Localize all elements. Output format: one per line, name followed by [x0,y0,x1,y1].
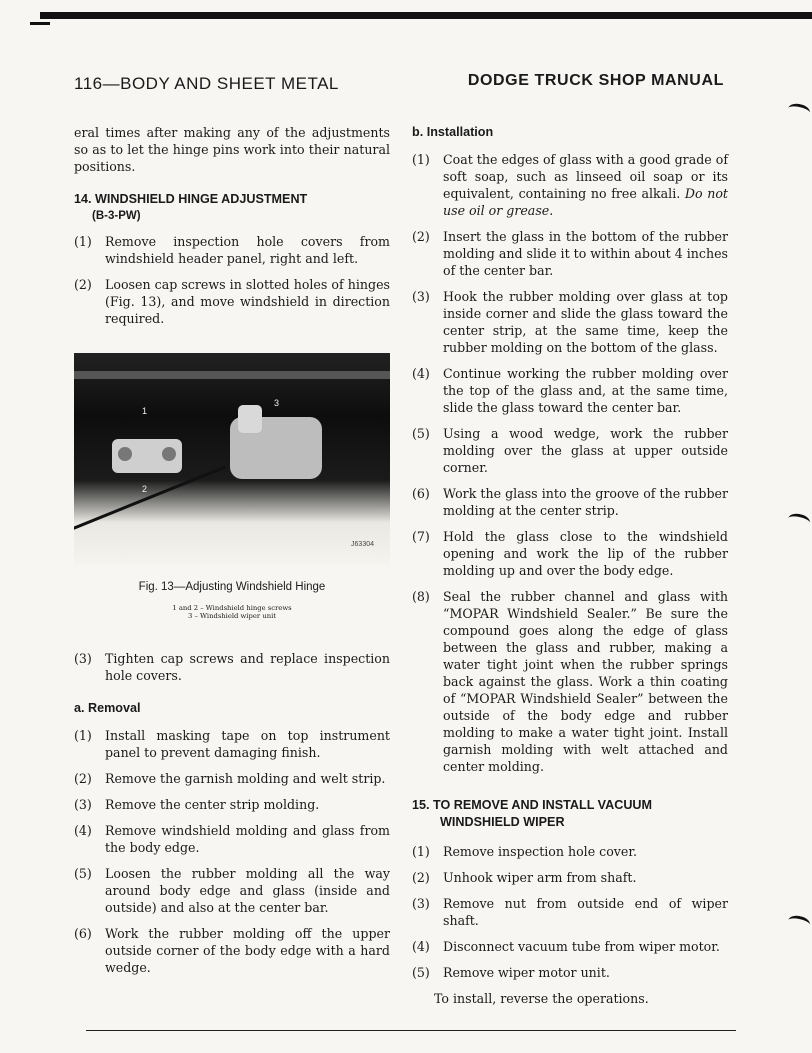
step-text: Loosen the rubber molding all the way around body edge and glass (inside and outside) and also at the center bar. [105,866,390,915]
step-number: (3) [412,896,430,911]
step-text: Seal the rubber channel and glass with “MOPAR Windshield Sealer.” Be sure the compound goes along the edge of glass between the glass and rubber, making a water tight joint when the rubber springs back against the glass. Work a thin coating of “MOPAR Windshield Sealer” between the outside of the body edge and rubber molding to make a water tight joint. Install garnish molding with welt attached and center molding. [443,589,728,774]
installation-title: b. Installation [412,125,494,139]
step-number: (4) [74,823,92,838]
list-item [412,365,728,416]
section-15-title-line1: 15. TO REMOVE AND INSTALL VACUUM [412,798,652,812]
step-text: Work the glass into the groove of the rubber molding at the center strip. [443,486,728,518]
figure-caption: Fig. 13—Adjusting Windshield Hinge [138,581,326,593]
step-text: Remove nut from outside end of wiper shaft. [443,896,728,928]
removal-title: a. Removal [74,701,141,715]
section-15-title-line2: WINDSHIELD WIPER [440,815,565,829]
closing-note: To install, reverse the operations. [434,991,649,1006]
list-item [412,228,728,279]
list-item [74,650,390,684]
list-item [412,938,728,955]
step-number: (5) [412,426,430,441]
list-item [74,233,390,267]
step-number: (1) [412,844,430,859]
step-text: Using a wood wedge, work the rubber molding over the glass at upper outside corner. [443,426,728,475]
hinge-bracket [112,439,182,473]
list-item [412,964,728,981]
list-item [412,288,728,356]
list-item [412,151,728,219]
step-number: (2) [412,870,430,885]
list-item [412,843,728,860]
intro-paragraph: eral times after making any of the adjustments so as to let the hinge pins work into their natural positions. [74,125,390,174]
step-number: (7) [412,529,430,544]
step-number: (2) [412,229,430,244]
figure-legend [74,604,390,620]
figure-13-photo [74,353,390,565]
step-number: (3) [74,797,92,812]
left-column [74,124,390,985]
list-item [74,822,390,856]
step-number: (4) [412,366,430,381]
step-text: Continue working the rubber molding over the top of the glass and, at the same time, slide the glass toward the center bar. [443,366,728,415]
step-number: (5) [412,965,430,980]
step-number: (5) [74,866,92,881]
step-number: (3) [74,651,92,666]
figure-label-3: 3 [274,398,280,408]
list-item [74,770,390,787]
step-text: Insert the glass in the bottom of the rubber molding and slide it to within about 4 inches of the center bar. [443,229,728,278]
list-item [74,865,390,916]
top-rule [40,12,812,19]
figure-code: J63304 [351,541,374,548]
step-text: Loosen cap screws in slotted holes of hinges (Fig. 13), and move windshield in direction required. [105,277,390,326]
step-text [443,151,728,219]
step-number: (1) [74,728,92,743]
step-number: (3) [412,289,430,304]
wiper-motor-cap [238,405,262,433]
step-text: Remove the center strip molding. [105,797,320,812]
right-column [412,124,728,1017]
step-number: (4) [412,939,430,954]
step-text: Unhook wiper arm from shaft. [443,870,637,885]
step-text: Remove inspection hole covers from windshield header panel, right and left. [105,234,390,266]
step-text: Remove windshield molding and glass from the body edge. [105,823,390,855]
running-head-right: DODGE TRUCK SHOP MANUAL [467,72,724,89]
step-text-main: Coat the edges of glass with a good grade of soft soap, such as linseed oil soap or its equivalent, containing no free alkali. [443,152,728,201]
list-item [412,528,728,579]
bottom-rule [86,1030,736,1031]
step-text: Remove the garnish molding and welt strip. [105,771,386,786]
step-text: Remove inspection hole cover. [443,844,638,859]
figure-legend-line: 1 and 2 – Windshield hinge screws [172,604,292,612]
top-rule-tick [30,22,50,25]
step-number: (2) [74,771,92,786]
step-number: (1) [412,152,430,167]
step-text: Work the rubber molding off the upper outside corner of the body edge with a hard wedge. [105,926,390,975]
wiper-arm [74,465,226,531]
step-text: Install masking tape on top instrument panel to prevent damaging finish. [105,728,390,760]
step-number: (1) [74,234,92,249]
list-item [74,727,390,761]
step-number: (2) [74,277,92,292]
step-text: Hook the rubber molding over glass at top inside corner and slide the glass toward the center strip, at the same time, keep the rubber molding on the bottom of the glass. [443,289,728,355]
figure-legend-line: 3 – Windshield wiper unit [188,612,276,620]
section-14-subtitle: (B-3-PW) [92,210,141,222]
list-item [412,869,728,886]
step-text: Hold the glass close to the windshield opening and work the lip of the rubber molding up and over the body edge. [443,529,728,578]
section-14-title: 14. WINDSHIELD HINGE ADJUSTMENT [74,192,308,206]
list-item [74,276,390,327]
binding-mark [787,102,811,119]
list-item [412,588,728,775]
step-number: (6) [74,926,92,941]
list-item [412,895,728,929]
binding-mark [787,512,811,529]
list-item [412,425,728,476]
binding-mark [787,914,811,931]
step-text: Disconnect vacuum tube from wiper motor. [443,939,720,954]
list-item [412,485,728,519]
list-item [74,796,390,813]
step-number: (8) [412,589,430,604]
running-head-left: 116—BODY AND SHEET METAL [74,74,339,93]
list-item [74,925,390,976]
step-text: Tighten cap screws and replace inspection hole covers. [105,651,390,683]
header-panel-band [74,371,390,379]
figure-label-1: 1 [142,406,148,416]
step-text: Remove wiper motor unit. [443,965,610,980]
step-number: (6) [412,486,430,501]
step-text-warning: Do not use oil or grease. [443,186,728,218]
figure-label-2: 2 [142,484,148,494]
